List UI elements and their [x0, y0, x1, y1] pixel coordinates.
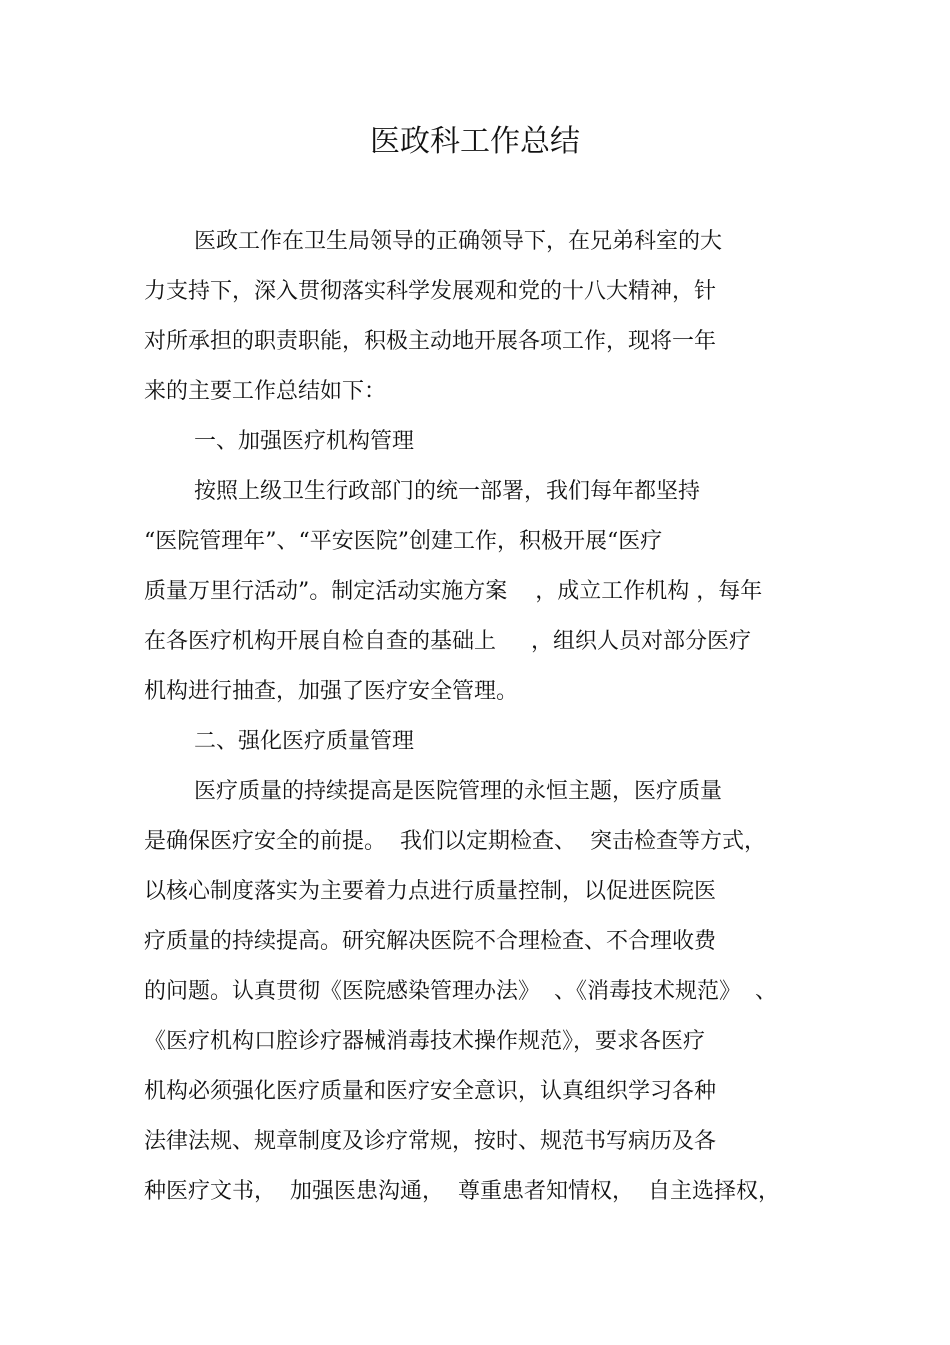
paragraph-line: 种医疗文书， 加强医患沟通， 尊重患者知情权， 自主选择权， — [144, 1179, 780, 1204]
paragraph-line: 机构必须强化医疗质量和医疗安全意识，认真组织学习各种 — [144, 1079, 717, 1104]
paragraph-line: “医院管理年”、“平安医院”创建工作，积极开展“医疗 — [144, 529, 663, 554]
paragraph-line: 医疗质量的持续提高是医院管理的永恒主题，医疗质量 — [194, 779, 723, 804]
document-title: 医政科工作总结 — [370, 124, 580, 159]
paragraph-line: 质量万里行活动”。制定活动实施方案 ，成立工作机构 ，每年 — [144, 579, 763, 604]
section-heading: 二、强化医疗质量管理 — [194, 729, 415, 754]
paragraph-line: 对所承担的职责职能，积极主动地开展各项工作，现将一年 — [144, 329, 717, 354]
paragraph-line: 法律法规、规章制度及诊疗常规，按时、规范书写病历及各 — [144, 1129, 717, 1154]
paragraph-line: 疗质量的持续提高。研究解决医院不合理检查、不合理收费 — [144, 929, 717, 954]
paragraph-line: 按照上级卫生行政部门的统一部署，我们每年都坚持 — [194, 479, 701, 504]
paragraph-line: 在各医疗机构开展自检自查的基础上 ，组织人员对部分医疗 — [144, 629, 751, 654]
paragraph-line: 来的主要工作总结如下： — [144, 379, 387, 404]
paragraph-line: 的问题。认真贯彻《医院感染管理办法》 、《消毒技术规范》 、 — [144, 979, 777, 1004]
section-heading: 一、加强医疗机构管理 — [194, 429, 415, 454]
paragraph-line: 《医疗机构口腔诊疗器械消毒技术操作规范》，要求各医疗 — [144, 1029, 706, 1054]
paragraph-line: 以核心制度落实为主要着力点进行质量控制，以促进医院医 — [144, 879, 717, 904]
paragraph-line: 是确保医疗安全的前提。 我们以定期检查、 突击检查等方式， — [144, 829, 766, 854]
paragraph-line: 医政工作在卫生局领导的正确领导下，在兄弟科室的大 — [194, 229, 723, 254]
paragraph-line: 力支持下，深入贯彻落实科学发展观和党的十八大精神，针 — [144, 279, 717, 304]
paragraph-line: 机构进行抽查，加强了医疗安全管理。 — [144, 679, 519, 704]
